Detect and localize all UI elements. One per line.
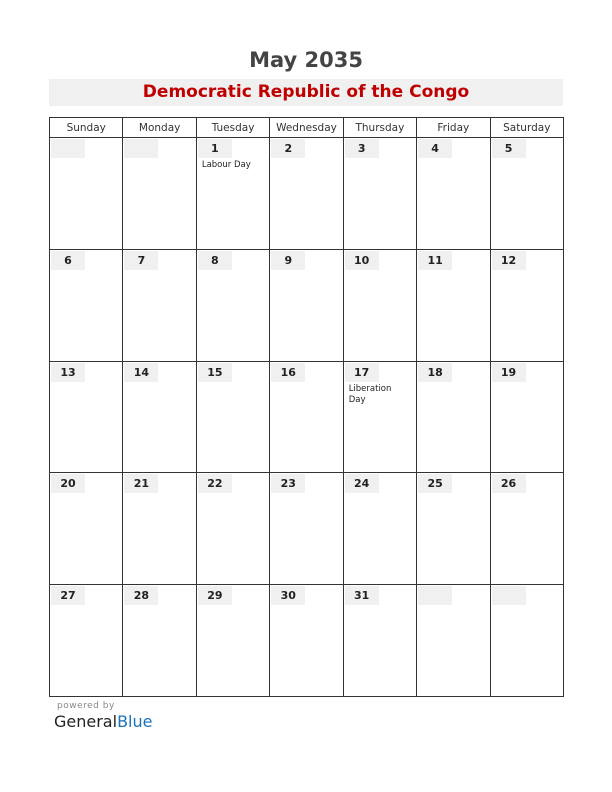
day-number: 23 [271,474,305,493]
day-number: 22 [198,474,232,493]
day-number: 13 [51,363,85,382]
day-cell[interactable] [270,473,343,585]
day-cell[interactable] [123,473,196,585]
day-cell[interactable] [343,249,416,361]
day-cell[interactable] [343,473,416,585]
day-cell[interactable] [50,361,123,473]
day-number: 15 [198,363,232,382]
weekday-header: Tuesday [196,118,269,138]
weekday-header: Saturday [490,118,563,138]
day-cell[interactable] [417,138,490,250]
day-number [124,139,158,158]
day-cell[interactable] [196,249,269,361]
day-cell[interactable] [196,473,269,585]
day-cell[interactable] [196,585,269,697]
weekday-header: Monday [123,118,196,138]
day-number [492,586,526,605]
day-cell[interactable] [343,585,416,697]
day-cell[interactable] [50,249,123,361]
brand-blue: Blue [117,712,153,731]
day-cell[interactable] [50,585,123,697]
brand-logo[interactable] [54,712,152,731]
day-number: 30 [271,586,305,605]
day-cell[interactable] [417,361,490,473]
day-cell[interactable] [490,249,563,361]
weekday-header: Sunday [50,118,123,138]
weekday-header-row [50,118,564,138]
day-number [51,139,85,158]
day-number: 12 [492,251,526,270]
day-number: 8 [198,251,232,270]
day-number: 31 [345,586,379,605]
day-cell[interactable] [417,585,490,697]
day-cell[interactable] [123,585,196,697]
day-cell[interactable] [417,473,490,585]
day-number: 28 [124,586,158,605]
day-number [418,586,452,605]
day-number: 29 [198,586,232,605]
day-number: 17 [345,363,379,382]
holiday-label: Labour Day [201,160,251,170]
day-cell[interactable] [123,249,196,361]
week-row [50,585,564,697]
day-number: 26 [492,474,526,493]
day-number: 19 [492,363,526,382]
brand-general: General [54,712,118,731]
day-cell[interactable] [270,138,343,250]
powered-by-text: powered by [57,701,115,711]
day-number: 27 [51,586,85,605]
day-number: 9 [271,251,305,270]
day-cell[interactable] [50,138,123,250]
day-cell[interactable] [270,585,343,697]
week-row [50,361,564,473]
day-cell[interactable] [490,473,563,585]
day-number: 3 [345,139,379,158]
day-cell[interactable] [123,361,196,473]
day-cell[interactable] [343,138,416,250]
day-cell[interactable] [343,361,416,473]
day-number: 18 [418,363,452,382]
day-cell[interactable] [490,361,563,473]
day-number: 1 [198,139,232,158]
day-number: 14 [124,363,158,382]
day-number: 4 [418,139,452,158]
day-number: 10 [345,251,379,270]
country-name: Democratic Republic of the Congo [49,79,563,106]
day-cell[interactable] [417,249,490,361]
day-cell[interactable] [123,138,196,250]
day-number: 24 [345,474,379,493]
day-number: 25 [418,474,452,493]
week-row [50,249,564,361]
weekday-header: Wednesday [270,118,343,138]
week-row [50,473,564,585]
day-number: 6 [51,251,85,270]
day-cell[interactable] [196,138,269,250]
calendar-grid [49,117,564,697]
calendar-title: May 2035 [249,48,363,72]
day-number: 16 [271,363,305,382]
day-cell[interactable] [490,585,563,697]
weekday-header: Thursday [343,118,416,138]
day-number: 7 [124,251,158,270]
weekday-header: Friday [417,118,490,138]
day-number: 2 [271,139,305,158]
day-number: 11 [418,251,452,270]
day-cell[interactable] [490,138,563,250]
day-cell[interactable] [270,249,343,361]
day-cell[interactable] [196,361,269,473]
day-cell[interactable] [50,473,123,585]
day-number: 5 [492,139,526,158]
day-cell[interactable] [270,361,343,473]
day-number: 20 [51,474,85,493]
day-number: 21 [124,474,158,493]
holiday-label: Liberation Day [348,383,392,405]
week-row [50,138,564,250]
